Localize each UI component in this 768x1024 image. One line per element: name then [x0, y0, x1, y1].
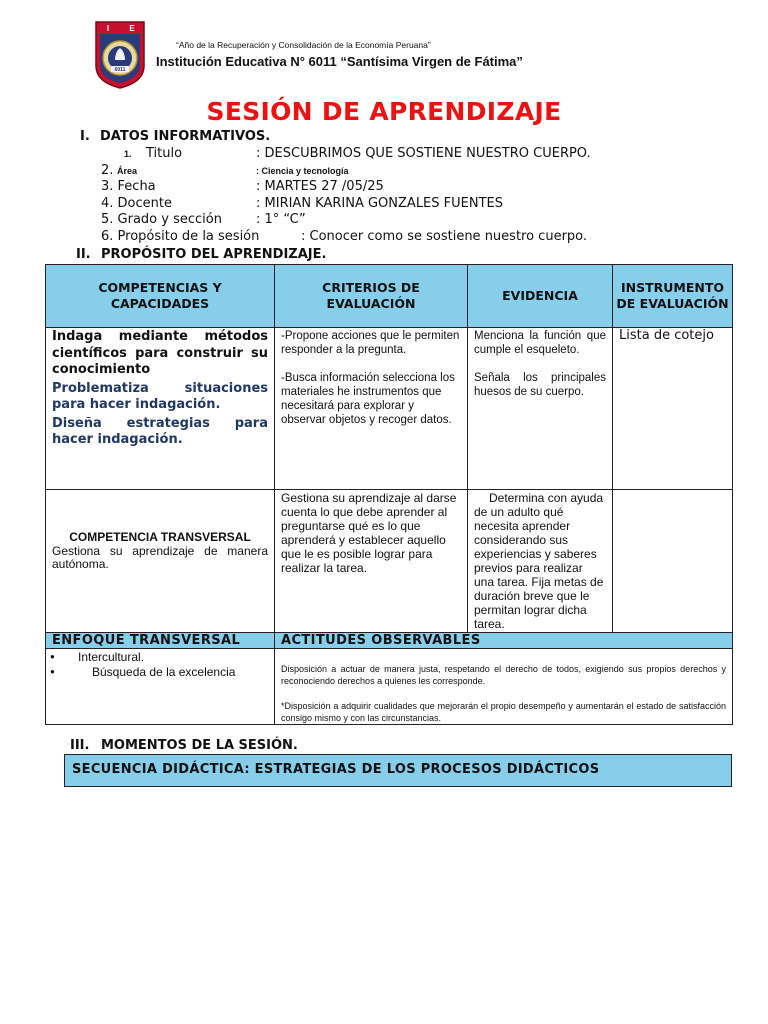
actitud-1: Disposición a actuar de manera justa, respetando el derecho de todos, exigiendo sus propios derechos y reconociendo derechos a quienes les corresponde. — [281, 664, 726, 686]
info-area-value: : Ciencia y tecnología — [256, 166, 349, 176]
info-area — [101, 163, 349, 178]
info-docente-label: 4. Docente — [101, 196, 172, 211]
capacidad-2: Diseña estrategias para hacer indagación. — [52, 415, 268, 447]
competencia-text: Indaga mediante métodos científicos para construir su conocimiento — [52, 329, 268, 377]
list-item: ● Búsqueda de la excelencia — [72, 665, 274, 679]
cell-actitudes — [275, 649, 733, 725]
section-number: III. — [70, 738, 90, 753]
section-number: I. — [80, 129, 90, 144]
section-proposito-aprendizaje — [76, 247, 326, 262]
learning-purpose-table — [45, 264, 733, 725]
header-actitudes-observables: ACTITUDES OBSERVABLES — [275, 633, 733, 649]
cell-evidencia — [468, 328, 613, 490]
info-proposito — [101, 229, 587, 244]
header-instrumento: INSTRUMENTO DE EVALUACIÓN — [613, 265, 733, 328]
section-number: II. — [76, 247, 91, 262]
section-label: MOMENTOS DE LA SESIÓN. — [101, 738, 298, 753]
school-name: Institución Educativa N° 6011 “Santísima Virgen de Fátima” — [156, 54, 523, 69]
actitud-2: *Disposición a adquirir cualidades que mejorarán el propio desempeño y aumentarán el estado de satisfacción consigo mismo y con las circunstancias. — [281, 701, 726, 723]
cell-competencia-transversal — [46, 490, 275, 633]
enfoque-header-row — [46, 633, 733, 649]
page-title: SESIÓN DE APRENDIZAJE — [206, 97, 562, 126]
info-proposito-value: : Conocer como se sostiene nuestro cuerpo. — [301, 229, 588, 244]
competencia-transversal-desc: Gestiona su aprendizaje de manera autónoma. — [52, 543, 268, 571]
cell-instrumento: Lista de cotejo — [613, 328, 733, 490]
cell-criterios — [275, 328, 468, 490]
cell-criterio-transversal: Gestiona su aprendizaje al darse cuenta lo que debe aprender al preguntarse qué es lo que aprenderá y establecer aquello que le es posible lograr para realizar la tarea. — [275, 490, 468, 633]
section-label: DATOS INFORMATIVOS. — [100, 129, 271, 144]
criterio-1: -Propone acciones que le permiten responder a la pregunta. — [281, 330, 460, 356]
table-row — [46, 490, 733, 633]
table-row — [46, 649, 733, 725]
info-fecha-value: : MARTES 27 /05/25 — [256, 179, 384, 194]
info-grado — [101, 212, 306, 227]
cell-instrumento-transversal — [613, 490, 733, 633]
info-grado-label: 5. Grado y sección — [101, 212, 222, 227]
evidencia-1: Menciona la función que cumple el esqueleto. — [474, 330, 606, 356]
secuencia-didactica-bar: SECUENCIA DIDÁCTICA: ESTRATEGIAS DE LOS PROCESOS DIDÁCTICOS — [64, 754, 732, 787]
list-item: ● Intercultural. — [72, 650, 274, 664]
info-titulo-num: 1. — [124, 149, 132, 159]
cell-evidencia-transversal: Determina con ayuda de un adulto qué necesita aprender considerando sus experiencias y saberes previos para realizar una tarea. Fija metas de duración breve que le permitan lograr dicha tarea. — [468, 490, 613, 633]
section-datos-informativos — [80, 129, 270, 144]
logo-letter-i: I — [106, 24, 110, 33]
info-docente-value: : MIRIAN KARINA GONZALES FUENTES — [256, 196, 503, 211]
enfoque-list — [46, 650, 274, 679]
info-titulo — [124, 146, 591, 161]
logo-number: 6011 — [114, 67, 126, 73]
logo-letter-e: E — [129, 24, 135, 33]
capacidad-1: Problematiza situaciones para hacer indagación. — [52, 380, 268, 412]
info-fecha — [101, 179, 384, 194]
info-area-label: Área — [117, 166, 138, 176]
year-motto: “Año de la Recuperación y Consolidación de la Economía Peruana” — [176, 40, 431, 50]
table-row — [46, 328, 733, 490]
header-enfoque-transversal: ENFOQUE TRANSVERSAL — [46, 633, 275, 649]
info-grado-value: : 1° “C” — [256, 212, 306, 227]
header — [92, 18, 523, 94]
info-area-num: 2. — [101, 163, 114, 178]
competencia-transversal-title: COMPETENCIA TRANSVERSAL — [69, 529, 251, 544]
school-crest-logo — [94, 20, 146, 90]
info-titulo-value: : DESCUBRIMOS QUE SOSTIENE NUESTRO CUERPO. — [256, 146, 591, 161]
section-label: PROPÓSITO DEL APRENDIZAJE. — [101, 247, 327, 262]
table-header-row — [46, 265, 733, 328]
info-proposito-label: 6. Propósito de la sesión — [101, 229, 260, 244]
section-momentos-sesion — [70, 738, 298, 753]
header-evidencia: EVIDENCIA — [468, 265, 613, 328]
header-criterios: CRITERIOS DE EVALUACIÓN — [275, 265, 468, 328]
header-competencias: COMPETENCIAS Y CAPACIDADES — [46, 265, 275, 328]
info-titulo-label: Titulo — [146, 146, 183, 161]
cell-enfoques — [46, 649, 275, 725]
criterio-2: -Busca información selecciona los materiales he instrumentos que necesitará para explorar y observar objetos y recoger datos. — [281, 372, 455, 426]
info-fecha-label: 3. Fecha — [101, 179, 156, 194]
evidencia-2: Señala los principales huesos de su cuerpo. — [474, 372, 606, 398]
info-docente — [101, 196, 503, 211]
cell-competencias — [46, 328, 275, 490]
